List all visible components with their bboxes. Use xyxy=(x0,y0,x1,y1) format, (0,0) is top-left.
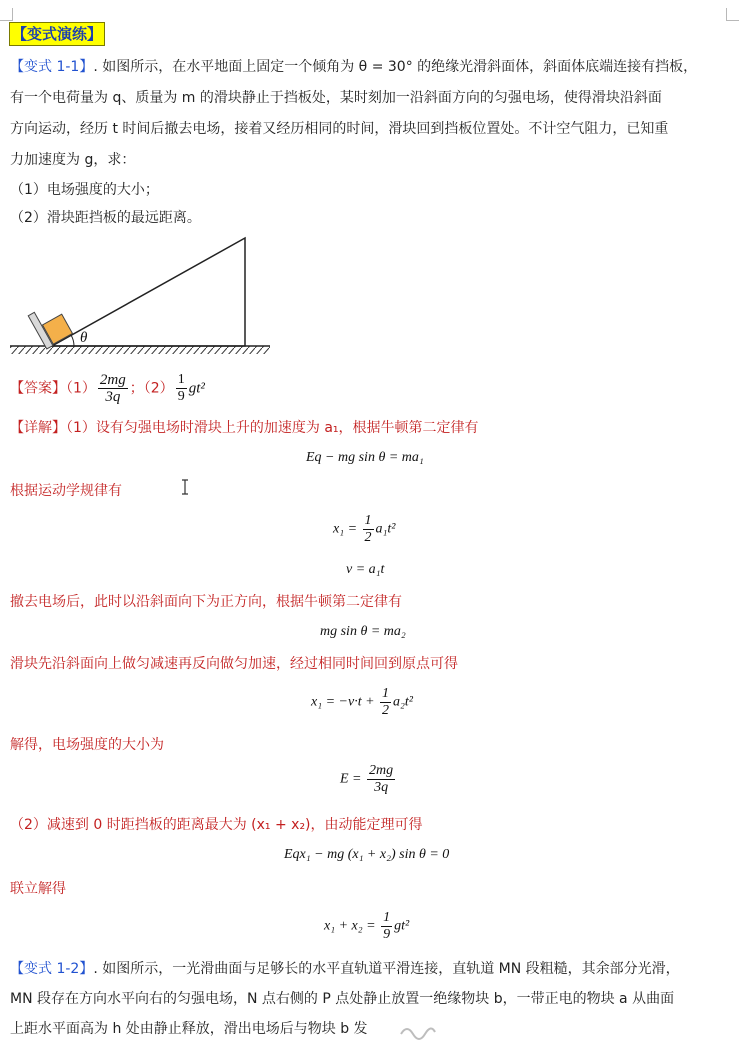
equation-7: Eqx₁ − mg (x₁ + x₂) sin θ = 0 xyxy=(284,847,450,862)
problem-text: . 如图所示，在水平地面上固定一个倾角为 θ = 30° 的绝缘光滑斜面体，斜面体底端连接有挡板， xyxy=(93,59,698,75)
fraction-denominator: 2 xyxy=(382,703,390,718)
equation-1: Eq − mg sin θ = ma₁ xyxy=(306,450,424,465)
equation-fraction xyxy=(380,686,391,719)
problem-1-1-line-2: 有一个电荷量为 q、质量为 m 的滑块静止于挡板处，某时刻加一沿斜面方向的匀强电场，使得滑块沿斜面 xyxy=(10,90,662,106)
answer-line xyxy=(10,372,205,405)
detail-step-3: 撤去电场后，此时以沿斜面向下为正方向，根据牛顿第二定律有 xyxy=(10,594,402,610)
fraction-numerator: 1 xyxy=(364,513,372,528)
problem-1-1-line-4: 力加速度为 g，求： xyxy=(10,152,136,168)
question-1: （1）电场强度的大小； xyxy=(10,182,159,198)
fraction-numerator: 2mg xyxy=(99,372,126,388)
blocks-group xyxy=(28,301,73,349)
page-corner-mark xyxy=(0,8,13,21)
problem-1-1-line-1 xyxy=(10,57,697,77)
detail-step-6: （2）减速到 0 时距挡板的距离最大为 (x₁ + x₂)，由动能定理可得 xyxy=(10,817,423,833)
answer-2-tail: gt² xyxy=(188,380,205,397)
equation-lhs: E = xyxy=(340,771,365,787)
detail-step-4: 滑块先沿斜面向上做匀减速再反向做匀加速，经过相同时间回到原点可得 xyxy=(10,656,458,672)
problem-text: . 如图所示，一光滑曲面与足够长的水平直轨道平滑连接，直轨道 MN 段粗糙，其余部分光滑， xyxy=(93,961,680,977)
equation-tail: gt² xyxy=(394,918,410,934)
watermark-icon xyxy=(395,1020,441,1042)
detail-step-5: 解得，电场强度的大小为 xyxy=(10,737,164,753)
answer-tag: 【答案】 xyxy=(10,380,66,397)
problem-1-2-line-3: 上距水平面高为 h 处由静止释放，滑出电场后与物块 b 发 xyxy=(10,1021,368,1037)
equation-lhs: x₁ = −v·t + xyxy=(311,694,379,710)
fraction-denominator: 9 xyxy=(383,927,391,942)
equation-fraction xyxy=(363,513,374,546)
equation-lhs: x₁ = xyxy=(333,521,361,537)
equation-4: mg sin θ = ma₂ xyxy=(320,624,406,639)
fraction-denominator: 9 xyxy=(177,389,185,404)
equation-lhs: x₁ + x₂ = xyxy=(324,918,380,934)
page-corner-mark xyxy=(726,8,739,21)
problem-1-1-tag: 【变式 1-1】 xyxy=(10,59,94,75)
equation-2 xyxy=(333,513,396,546)
problem-1-1-line-3: 方向运动，经历 t 时间后撤去电场，接着又经历相同的时间，滑块回到挡板位置处。不计空气阻力，已知重 xyxy=(10,121,669,137)
equation-6 xyxy=(340,763,397,796)
equation-fraction xyxy=(367,763,395,796)
fraction-denominator: 3q xyxy=(105,389,121,405)
answer-2-fraction xyxy=(176,372,187,405)
detail-step-2: 根据运动学规律有 xyxy=(10,483,122,499)
answer-part-1: （1） xyxy=(66,380,96,397)
fraction-denominator: 3q xyxy=(374,780,389,795)
fraction-numerator: 1 xyxy=(383,910,391,925)
angle-label: θ xyxy=(80,330,88,346)
answer-1-fraction xyxy=(98,372,128,405)
section-heading: 【变式演练】 xyxy=(9,22,105,46)
detail-tag: 【详解】 xyxy=(10,420,66,436)
detail-step-1 xyxy=(10,418,479,438)
equation-5 xyxy=(311,686,413,719)
problem-1-2-line-2: MN 段存在方向水平向右的匀强电场，N 点右侧的 P 点处静止放置一绝缘物块 b，一带正电的物块 a 从曲面 xyxy=(10,991,675,1007)
equation-3: v = a₁t xyxy=(346,562,385,577)
equation-tail: a₂t² xyxy=(393,694,413,710)
equation-fraction xyxy=(381,910,392,943)
problem-1-2-tag: 【变式 1-2】 xyxy=(10,961,94,977)
fraction-numerator: 2mg xyxy=(369,763,394,778)
fraction-denominator: 2 xyxy=(364,530,372,545)
equation-8 xyxy=(324,910,409,943)
text-cursor-icon xyxy=(181,479,189,495)
detail-text: （1）设有匀强电场时滑块上升的加速度为 a₁，根据牛顿第二定律有 xyxy=(66,420,479,436)
detail-step-7: 联立解得 xyxy=(10,881,66,897)
equation-tail: a₁t² xyxy=(375,521,396,537)
fraction-numerator: 1 xyxy=(177,372,185,387)
fraction-numerator: 1 xyxy=(382,686,390,701)
question-2: （2）滑块距挡板的最远距离。 xyxy=(10,210,201,226)
incline-diagram xyxy=(10,228,272,358)
problem-1-2-line-1 xyxy=(10,959,680,979)
answer-part-2: ；（2） xyxy=(129,380,174,397)
angle-arc xyxy=(71,335,74,346)
